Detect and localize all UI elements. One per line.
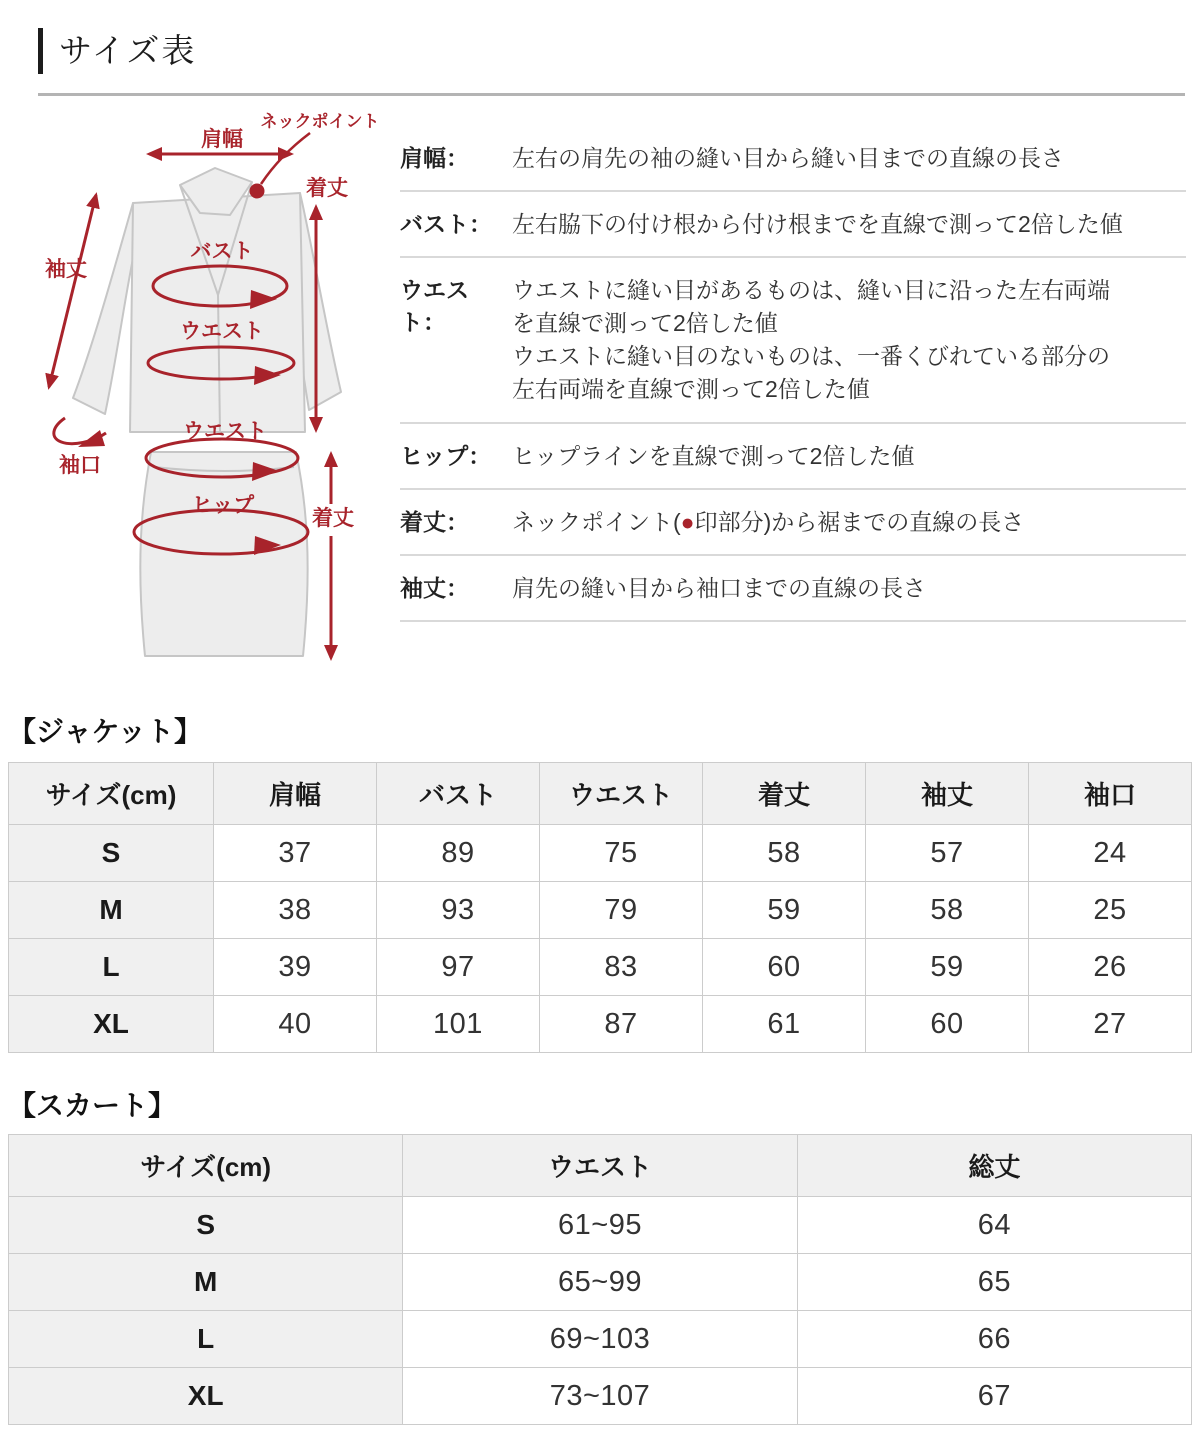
jacket-length-label: 着丈 bbox=[306, 177, 348, 200]
cell-value: 93 bbox=[377, 882, 540, 939]
column-header-size: サイズ(cm) bbox=[9, 1135, 403, 1197]
cuff-label: 袖口 bbox=[59, 454, 101, 477]
definition-term: ヒップ： bbox=[400, 443, 492, 469]
definition-desc bbox=[512, 274, 1186, 406]
cell-value: 87 bbox=[540, 996, 703, 1053]
column-header-waist: ウエスト bbox=[403, 1135, 797, 1197]
definition-desc: 左右脇下の付け根から付け根までを直線で測って2倍した値 bbox=[512, 211, 1123, 237]
column-header-size: サイズ(cm) bbox=[9, 763, 214, 825]
column-header-sleeve: 袖丈 bbox=[866, 763, 1029, 825]
cell-value: 73~107 bbox=[403, 1368, 797, 1425]
cell-value: 79 bbox=[540, 882, 703, 939]
jacket-section-title: 【ジャケット】 bbox=[8, 716, 203, 747]
cell-value: 58 bbox=[866, 882, 1029, 939]
row-size-label: XL bbox=[9, 1368, 403, 1425]
table-row-s bbox=[9, 825, 1192, 882]
cuff-arrowhead bbox=[78, 430, 105, 447]
measurement-diagram bbox=[15, 100, 395, 680]
column-header-shoulder: 肩幅 bbox=[214, 763, 377, 825]
definition-desc-prefix: ネックポイント( bbox=[512, 509, 681, 535]
column-header-length: 着丈 bbox=[703, 763, 866, 825]
table-row-xl bbox=[9, 1368, 1192, 1425]
column-header-cuff: 袖口 bbox=[1029, 763, 1192, 825]
row-size-label: XL bbox=[9, 996, 214, 1053]
skirt-header-row bbox=[9, 1135, 1192, 1197]
table-row-m bbox=[9, 1254, 1192, 1311]
definition-row-sleeve bbox=[400, 556, 1186, 622]
row-size-label: M bbox=[9, 1254, 403, 1311]
cell-value: 61 bbox=[703, 996, 866, 1053]
cell-value: 37 bbox=[214, 825, 377, 882]
jacket-header-row bbox=[9, 763, 1192, 825]
neck-point-dot bbox=[250, 184, 265, 199]
table-row-xl bbox=[9, 996, 1192, 1053]
table-row-s bbox=[9, 1197, 1192, 1254]
neck-point-label: ネックポイント bbox=[260, 112, 380, 131]
neck-point-dot-glyph: ● bbox=[680, 509, 695, 535]
skirt-section-title: 【スカート】 bbox=[8, 1090, 177, 1121]
cell-value: 65 bbox=[797, 1254, 1191, 1311]
jacket-size-table bbox=[8, 762, 1192, 1053]
definition-desc: 肩先の縫い目から袖口までの直線の長さ bbox=[512, 575, 926, 601]
row-size-label: S bbox=[9, 1197, 403, 1254]
cell-value: 97 bbox=[377, 939, 540, 996]
cell-value: 38 bbox=[214, 882, 377, 939]
definition-desc-line: を直線で測って2倍した値 bbox=[512, 310, 778, 336]
cell-value: 69~103 bbox=[403, 1311, 797, 1368]
definition-desc-line: 左右両端を直線で測って2倍した値 bbox=[512, 376, 870, 402]
cell-value: 64 bbox=[797, 1197, 1191, 1254]
cell-value: 60 bbox=[866, 996, 1029, 1053]
cell-value: 101 bbox=[377, 996, 540, 1053]
cell-value: 61~95 bbox=[403, 1197, 797, 1254]
definition-term: ウエスト： bbox=[400, 277, 469, 335]
definition-term: 着丈： bbox=[400, 509, 469, 535]
cell-value: 25 bbox=[1029, 882, 1192, 939]
measurement-definitions bbox=[400, 126, 1186, 622]
bust-label: バスト bbox=[190, 240, 254, 263]
title-divider bbox=[38, 93, 1185, 96]
cell-value: 26 bbox=[1029, 939, 1192, 996]
neck-point-leader-line bbox=[261, 133, 310, 184]
jacket-left-sleeve bbox=[73, 203, 137, 414]
definition-desc bbox=[512, 506, 1186, 538]
cell-value: 39 bbox=[214, 939, 377, 996]
definition-desc-line: ウエストに縫い目があるものは、縫い目に沿った左右両端 bbox=[512, 277, 1110, 303]
skirt-waist-label: ウエスト bbox=[183, 420, 267, 443]
table-row-m bbox=[9, 882, 1192, 939]
cell-value: 59 bbox=[703, 882, 866, 939]
row-size-label: L bbox=[9, 939, 214, 996]
cell-value: 66 bbox=[797, 1311, 1191, 1368]
column-header-waist: ウエスト bbox=[540, 763, 703, 825]
cell-value: 89 bbox=[377, 825, 540, 882]
table-row-l bbox=[9, 1311, 1192, 1368]
definition-desc-line: ウエストに縫い目のないものは、一番くびれている部分の bbox=[512, 343, 1110, 369]
definition-term: 肩幅： bbox=[400, 145, 469, 171]
hip-label: ヒップ bbox=[191, 494, 255, 517]
cell-value: 60 bbox=[703, 939, 866, 996]
cell-value: 27 bbox=[1029, 996, 1192, 1053]
definition-term: バスト： bbox=[400, 211, 492, 237]
table-row-l bbox=[9, 939, 1192, 996]
definition-row-length bbox=[400, 490, 1186, 556]
cell-value: 40 bbox=[214, 996, 377, 1053]
cell-value: 59 bbox=[866, 939, 1029, 996]
cell-value: 57 bbox=[866, 825, 1029, 882]
page-title: サイズ表 bbox=[38, 28, 196, 74]
skirt-size-table bbox=[8, 1134, 1192, 1425]
definition-row-hip bbox=[400, 424, 1186, 490]
cell-value: 24 bbox=[1029, 825, 1192, 882]
cell-value: 75 bbox=[540, 825, 703, 882]
definition-desc: ヒップラインを直線で測って2倍した値 bbox=[512, 443, 915, 469]
definition-desc: 左右の肩先の袖の縫い目から縫い目までの直線の長さ bbox=[512, 145, 1064, 171]
definition-row-bust bbox=[400, 192, 1186, 258]
row-size-label: L bbox=[9, 1311, 403, 1368]
definition-term: 袖丈： bbox=[400, 575, 469, 601]
column-header-bust: バスト bbox=[377, 763, 540, 825]
definition-row-waist bbox=[400, 258, 1186, 424]
cell-value: 58 bbox=[703, 825, 866, 882]
waist-label: ウエスト bbox=[180, 320, 264, 343]
definition-row-shoulder bbox=[400, 126, 1186, 192]
skirt-length-label: 着丈 bbox=[312, 507, 354, 530]
cell-value: 65~99 bbox=[403, 1254, 797, 1311]
row-size-label: M bbox=[9, 882, 214, 939]
definition-desc-suffix: 印部分)から裾までの直線の長さ bbox=[694, 509, 1025, 535]
column-header-total-length: 総丈 bbox=[797, 1135, 1191, 1197]
sleeve-length-label: 袖丈 bbox=[45, 258, 87, 281]
shoulder-width-label: 肩幅 bbox=[201, 128, 243, 151]
cell-value: 67 bbox=[797, 1368, 1191, 1425]
cell-value: 83 bbox=[540, 939, 703, 996]
row-size-label: S bbox=[9, 825, 214, 882]
